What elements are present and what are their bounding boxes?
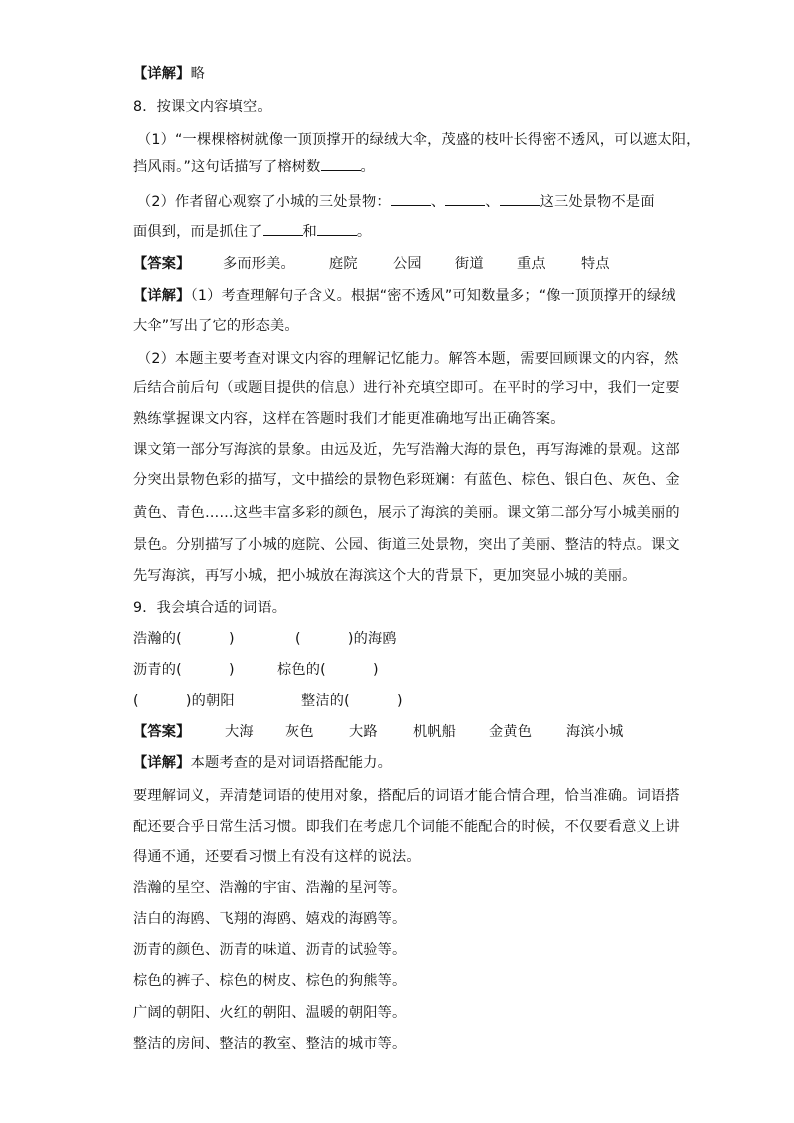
question-8-title: 8．按课文内容填空。 — [133, 99, 272, 115]
q8-detail2-line: 景色。分别描写了小城的庭院、公园、街道三处景物，突出了美丽、整洁的特点。课文 — [133, 537, 680, 553]
q8-detail2-line: 先写海滨，再写小城，把小城放在海滨这个大的背景下，更加突显小城的美丽。 — [133, 568, 637, 584]
answer-item: 重点 — [517, 256, 546, 272]
answer-item: 庭院 — [329, 256, 358, 272]
detail-text: （1）考查理解句子含义。根据“密不透风”可知数量多；“像一顶顶撑开的绿绒 — [190, 288, 676, 304]
q9-detail-line: 洁白的海鸥、飞翔的海鸥、嬉戏的海鸥等。 — [133, 911, 407, 927]
answer-label: 【答案】 — [133, 724, 191, 740]
q7-detail — [133, 64, 673, 84]
answer-blank — [500, 192, 540, 206]
q8-detail-line1 — [133, 286, 676, 306]
q9-detail-line: 棕色的裤子、棕色的树皮、棕色的狗熊等。 — [133, 973, 407, 989]
answer-label: 【答案】 — [133, 256, 191, 272]
answer-item: 大海 — [225, 724, 254, 740]
answer-item: 大路 — [349, 724, 378, 740]
separator: 、 — [430, 194, 446, 210]
q8-part1-end: 。 — [360, 159, 375, 175]
answer-item: 特点 — [581, 256, 610, 272]
answer-item: 公园 — [393, 256, 422, 272]
separator: 、 — [485, 194, 500, 210]
answer-blank — [317, 222, 357, 236]
q9-detail-line: 浩瀚的星空、浩瀚的宇宙、浩瀚的星河等。 — [133, 880, 407, 896]
answer-blank — [445, 192, 485, 206]
detail-text: 本题考查的是对词语搭配能力。 — [190, 755, 392, 771]
q8-part1-line2 — [133, 157, 673, 177]
question-9-title: 9．我会填合适的词语。 — [133, 600, 287, 616]
fill-item: 沥青的( ) — [133, 662, 235, 678]
q9-detail-line: 广阔的朝阳、火红的朝阳、温暖的朝阳等。 — [133, 1005, 407, 1021]
q9-detail-line: 得通不通，还要看习惯上有没有这样的说法。 — [133, 849, 421, 865]
detail-label: 【详解】 — [133, 288, 191, 304]
detail-label: 【详解】 — [133, 66, 191, 82]
q8-part2-text: （2）作者留心观察了小城的三处景物： — [137, 194, 391, 210]
detail-label: 【详解】 — [133, 755, 191, 771]
answer-item: 街道 — [455, 256, 484, 272]
answer-item: 机帆船 — [413, 724, 457, 740]
fill-item: ( )的海鸥 — [295, 631, 397, 647]
q8-detail2-line: 熟练掌握课文内容，这样在答题时我们才能更准确地写出正确答案。 — [133, 411, 565, 427]
q9-detail-line: 配还要合乎日常生活习惯。即我们在考虑几个词能不能配合的时候，不仅要看意义上讲 — [133, 819, 680, 835]
q8-part2-text-tail: 这三处景物不是面 — [539, 194, 655, 210]
q8-part2-line1 — [137, 192, 677, 212]
q8-part1-line1: （1）“一棵棵榕树就像一顶顶撑开的绿绒大伞，茂盛的枝叶长得密不透风，可以遮太阳， — [137, 132, 701, 148]
q8-part2-text2: 面俱到，而是抓住了 — [133, 224, 263, 240]
fill-item: ( )的朝阳 — [133, 693, 235, 709]
q8-detail-line2: 大伞”写出了它的形态美。 — [133, 318, 299, 334]
answer-item: 多而形美。 — [223, 256, 295, 272]
answer-blank — [321, 157, 361, 171]
q8-detail2-line: 后结合前后句（或题目提供的信息）进行补充填空即可。在平时的学习中，我们一定要 — [133, 380, 680, 396]
answer-item: 灰色 — [285, 724, 314, 740]
fill-item: 整洁的( ) — [301, 693, 403, 709]
q8-detail2-line: 课文第一部分写海滨的景象。由远及近，先写浩瀚大海的景色，再写海滩的景观。这部 — [133, 442, 680, 458]
q8-part2-end: 。 — [356, 224, 372, 240]
detail-text: 略 — [190, 66, 205, 82]
q9-detail-line: 整洁的房间、整洁的教室、整洁的城市等。 — [133, 1036, 407, 1052]
q8-detail2-line: 分突出景物色彩的描写，文中描绘的景物色彩斑斓：有蓝色、棕色、银白色、灰色、金 — [133, 472, 680, 488]
q9-detail-line: 要理解词义，弄清楚词语的使用对象，搭配后的词语才能合情合理，恰当准确。词语搭 — [133, 788, 680, 804]
q8-part1-text: 挡风雨。”这句话描写了榕树数 — [133, 159, 321, 175]
answer-item: 海滨小城 — [566, 724, 624, 740]
q9-detail-line1 — [133, 753, 673, 773]
answer-blank — [391, 192, 431, 206]
answer-blank — [263, 222, 303, 236]
conjunction: 和 — [302, 224, 317, 240]
fill-item: 棕色的( ) — [277, 662, 379, 678]
q8-detail2-line: 黄色、青色……这些丰富多彩的颜色，展示了海滨的美丽。课文第二部分写小城美丽的 — [133, 505, 680, 521]
q8-part2-line2 — [133, 222, 673, 242]
q8-detail2-line: （2）本题主要考查对课文内容的理解记忆能力。解答本题，需要回顾课文的内容，然 — [137, 351, 679, 367]
answer-item: 金黄色 — [489, 724, 533, 740]
fill-item: 浩瀚的( ) — [133, 631, 235, 647]
q9-detail-line: 沥青的颜色、沥青的味道、沥青的试验等。 — [133, 942, 407, 958]
